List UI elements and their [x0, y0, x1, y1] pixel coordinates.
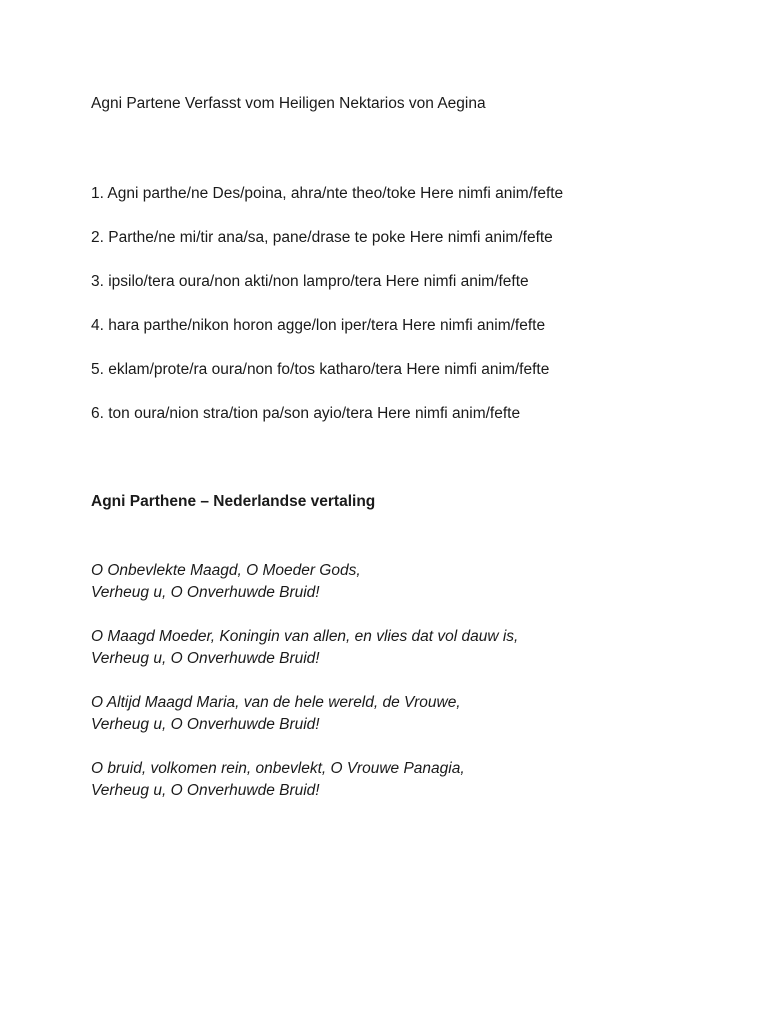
stanza-line: O bruid, volkomen rein, onbevlekt, O Vrouwe Panagia, — [91, 760, 465, 777]
document-title: Agni Partene Verfasst vom Heiligen Nektarios von Aegina — [91, 95, 486, 112]
verse-line: 1. Agni parthe/ne Des/poina, ahra/nte theo/toke Here nimfi anim/fefte — [91, 185, 564, 202]
verse-line: 6. ton oura/nion stra/tion pa/son ayio/tera Here nimfi anim/fefte — [91, 405, 521, 422]
stanza-line: O Onbevlekte Maagd, O Moeder Gods, — [91, 562, 361, 579]
translation-stanzas — [91, 560, 518, 824]
stanza — [91, 758, 518, 824]
verse-list — [91, 184, 563, 448]
stanza-line: O Maagd Moeder, Koningin van allen, en vlies dat vol dauw is, — [91, 628, 519, 645]
stanza-refrain: Verheug u, O Onverhuwde Bruid! — [91, 716, 320, 733]
verse-line: 5. eklam/prote/ra oura/non fo/tos katharo/tera Here nimfi anim/fefte — [91, 361, 550, 378]
stanza — [91, 560, 518, 626]
verse-line: 4. hara parthe/nikon horon agge/lon iper/tera Here nimfi anim/fefte — [91, 317, 546, 334]
stanza-refrain: Verheug u, O Onverhuwde Bruid! — [91, 782, 320, 799]
stanza-line: O Altijd Maagd Maria, van de hele wereld, de Vrouwe, — [91, 694, 461, 711]
verse-line: 3. ipsilo/tera oura/non akti/non lampro/tera Here nimfi anim/fefte — [91, 273, 529, 290]
stanza — [91, 692, 518, 758]
verse-line: 2. Parthe/ne mi/tir ana/sa, pane/drase te poke Here nimfi anim/fefte — [91, 229, 553, 246]
translation-heading: Agni Parthene – Nederlandse vertaling — [91, 493, 376, 510]
stanza-refrain: Verheug u, O Onverhuwde Bruid! — [91, 650, 320, 667]
stanza-refrain: Verheug u, O Onverhuwde Bruid! — [91, 584, 320, 601]
stanza — [91, 626, 518, 692]
